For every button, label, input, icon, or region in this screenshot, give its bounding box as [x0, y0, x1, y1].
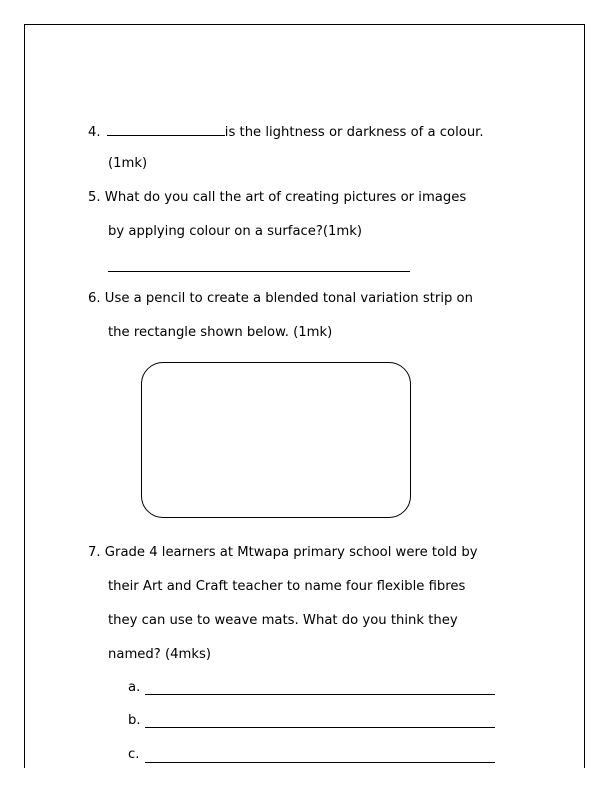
question-6-line-2: the rectangle shown below. (1mk): [108, 325, 333, 340]
question-4-text: is the lightness or darkness of a colour.: [224, 125, 484, 140]
question-7-line-4: named? (4mks): [108, 647, 211, 662]
question-6-line-1: 6. Use a pencil to create a blended tonal variation strip on: [88, 291, 473, 306]
option-b-answer-line[interactable]: [145, 727, 495, 728]
question-5-line-2: by applying colour on a surface?(1mk): [108, 224, 363, 239]
option-a-label: a.: [128, 680, 141, 695]
question-7-line-1: 7. Grade 4 learners at Mtwapa primary school were told by: [88, 545, 478, 560]
question-7-line-3: they can use to weave mats. What do you think they: [108, 613, 458, 628]
question-5-answer-line[interactable]: [108, 271, 410, 272]
question-5-line-1: 5. What do you call the art of creating pictures or images: [88, 190, 467, 205]
question-4-number: 4.: [88, 125, 101, 140]
question-4-marks: (1mk): [108, 156, 148, 171]
option-a-answer-line[interactable]: [145, 694, 495, 695]
tonal-strip-rectangle[interactable]: [141, 362, 411, 518]
option-c-answer-line[interactable]: [145, 762, 495, 763]
option-c-label: c.: [128, 747, 140, 762]
option-b-label: b.: [128, 713, 141, 728]
question-4-answer-blank[interactable]: [107, 123, 225, 136]
question-4: [88, 123, 484, 141]
question-6-number: 6.: [88, 291, 101, 306]
question-5-number: 5.: [88, 190, 101, 205]
question-7-number: 7.: [88, 545, 101, 560]
question-7-line-2: their Art and Craft teacher to name four flexible fibres: [108, 579, 466, 594]
